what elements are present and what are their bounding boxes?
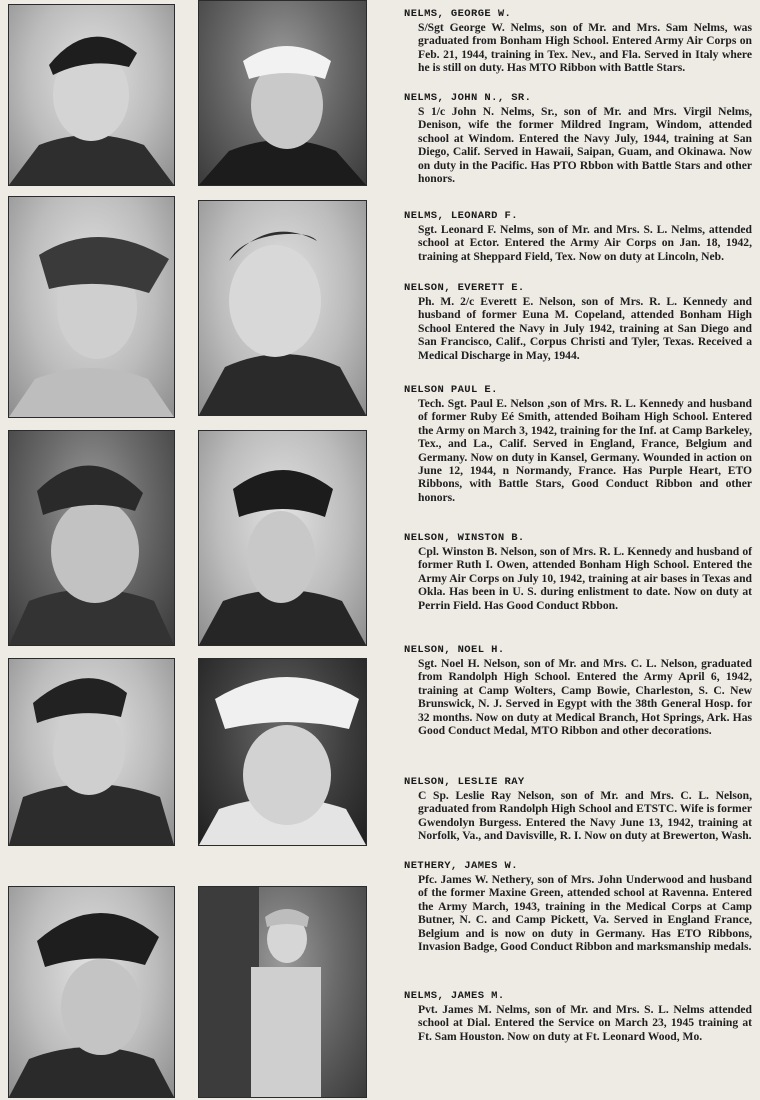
bio-name: NELMS, GEORGE W. (404, 8, 512, 20)
portrait-photo (198, 430, 367, 646)
bio-text: Pvt. James M. Nelms, son of Mr. and Mrs. S. L. Nelms attended school at Dial. Entered the Service on March 23, 1945 training at Ft. Sam Houston. Now on duty at Ft. Leonard Wood, Mo. (418, 1003, 752, 1043)
bio-entry (404, 990, 752, 1043)
bio-name: NELSON PAUL E. (404, 384, 498, 396)
portrait-photo (8, 4, 175, 186)
bio-text: S 1/c John N. Nelms, Sr., son of Mr. and Mrs. Virgil Nelms, Denison, wife the former Mildred Ingram, Windom, attended school at Windom. Entered the Navy July, 1944, training at San Diego, Calif. Served in Hawaii, Saipan, Guam, and Okinawa. Now on duty in the Pacific. Has PTO Rbbon with Battle Stars and other honors. (418, 105, 752, 186)
bio-name: NELSON, LESLIE RAY (404, 776, 525, 788)
bio-name: NELMS, JAMES M. (404, 990, 505, 1002)
bio-entry (404, 776, 752, 843)
bio-name: NETHERY, JAMES W. (404, 860, 518, 872)
bio-name: NELMS, JOHN N., SR. (404, 92, 532, 104)
portrait-photo (8, 886, 175, 1098)
portrait-photo (198, 0, 367, 186)
bio-entry (404, 384, 752, 504)
portrait-photo (198, 200, 367, 416)
portrait-photo (198, 658, 367, 846)
bio-name: NELSON, EVERETT E. (404, 282, 525, 294)
portrait-photo (198, 886, 367, 1098)
bio-text: Tech. Sgt. Paul E. Nelson ,son of Mrs. R. L. Kennedy and husband of former Ruby Eé Smith, attended Boiham High School. Entered the Army on March 3, 1942, training for the Inf. at Camp Barkeley, Tex., and La., Calif. Served in England, France, Belgium and Germany. Now on duty in Kansel, Germany. Wounded in action on June 12, 1944, n Normandy, France. Has Purple Heart, ETO Ribbons, with Battle Stars, Good Conduct Ribbon and other honors. (418, 397, 752, 504)
bio-entry (404, 8, 752, 75)
bio-text: C Sp. Leslie Ray Nelson, son of Mr. and Mrs. C. L. Nelson, graduated from Randolph High School and ETSTC. Wife is former Gwendolyn Burgess. Entered the Navy June 13, 1942, training at Norfolk, Va., and Davisville, R. I. Now on duty at Brewerton, Wash. (418, 789, 752, 843)
bio-text: Sgt. Noel H. Nelson, son of Mr. and Mrs. C. L. Nelson, graduated from Randolph High School. Entered the Army April 6, 1942, training at Camp Wolters, Camp Bowie, Charleston, S. C. New Brunswick, N. J. Served in Egypt with the 38th General Hosp. for 32 months. Now on duty at Medical Branch, Hot Springs, Ark. Has Good Conduct Medal, MTO Ribbon and other decorations. (418, 657, 752, 738)
bio-entry (404, 210, 752, 263)
bio-entry (404, 644, 752, 737)
portrait-photo (8, 196, 175, 418)
bio-entry (404, 282, 752, 362)
portrait-photo (8, 658, 175, 846)
bio-name: NELSON, NOEL H. (404, 644, 505, 656)
bio-text: S/Sgt George W. Nelms, son of Mr. and Mrs. Sam Nelms, was graduated from Bonham High School. Entered Army Air Corps on Feb. 21, 1944, training in Tex. Nev., and Fla. Served in Italy where he is still on duty. Has MTO Ribbon with Battle Stars. (418, 21, 752, 75)
bio-name: NELMS, LEONARD F. (404, 210, 518, 222)
portrait-photo (8, 430, 175, 646)
bio-text: Pfc. James W. Nethery, son of Mrs. John Underwood and husband of the former Maxine Green, attended school at Ravenna. Entered the Army March, 1943, training in the Medical Corps at Camp Butner, N. C. and Camp Pickett, Va. Served in England France, Belgium and is now on duty in Germany. Has ETO Ribbons, Invasion Badge, Good Conduct Ribbon and marksmanship medals. (418, 873, 752, 954)
bio-entry (404, 532, 752, 612)
bio-text: Cpl. Winston B. Nelson, son of Mrs. R. L. Kennedy and husband of former Ruth I. Owen, attended Bonham High School. Entered the Army Air Corps on July 10, 1942, training at air bases in Texas and Okla. Has been in U. S. during enlistment to date. Now on duty at Perrin Field. Has Good Conduct Rbbon. (418, 545, 752, 612)
bio-text: Sgt. Leonard F. Nelms, son of Mr. and Mrs. S. L. Nelms, attended school at Ector. Entered the Army Air Corps on Jan. 18, 1942, training at Sheppard Field, Tex. Now on duty at Lincoln, Neb. (418, 223, 752, 263)
bio-text: Ph. M. 2/c Everett E. Nelson, son of Mrs. R. L. Kennedy and husband of former Euna M. Copeland, attended Bonham High School Entered the Navy in July 1942, training at San Diego and San Francisco, Calif., Corpus Christi and Tyler, Texas. Received a Medical Discharge in May, 1944. (418, 295, 752, 362)
bio-entry (404, 92, 752, 185)
bio-entry (404, 860, 752, 953)
bio-name: NELSON, WINSTON B. (404, 532, 525, 544)
